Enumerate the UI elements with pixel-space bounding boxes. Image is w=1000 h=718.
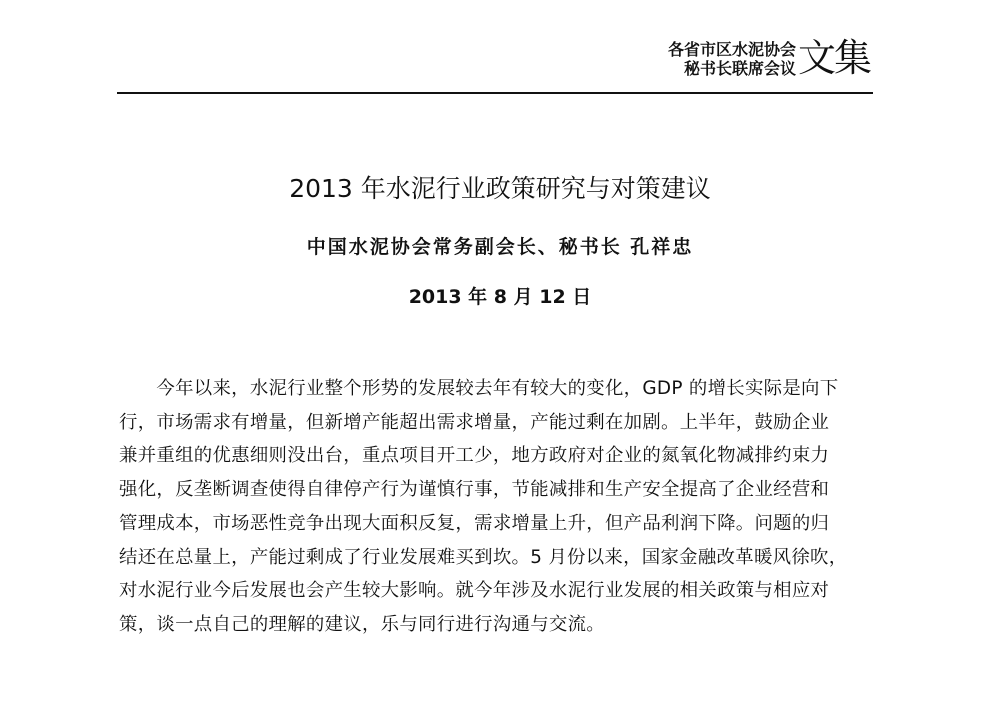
document-date: 2013 年 8 月 12 日 — [408, 286, 592, 308]
paragraph-line: 结还在总量上，产能过剩成了行业发展难买到坎。5 月份以来，国家金融改革暖风徐吹， — [119, 546, 848, 568]
paragraph-line: 策，谈一点自己的理解的建议，乐与同行进行沟通与交流。 — [119, 613, 605, 635]
header-collection-char: 文集 — [797, 36, 870, 80]
document-author: 中国水泥协会常务副会长、秘书长 孔祥忠 — [306, 236, 694, 258]
header-text — [668, 40, 796, 78]
paragraph-line: 对水泥行业今后发展也会产生较大影响。就今年涉及水泥行业发展的相关政策与相应对 — [119, 580, 830, 602]
body-paragraph — [119, 372, 895, 642]
paragraph-line: 管理成本，市场恶性竞争出现大面积反复，需求增量上升，但产品利润下降。问题的归 — [119, 512, 830, 534]
paragraph-line: 今年以来，水泥行业整个形势的发展较去年有较大的变化，GDP 的增长实际是向下 — [119, 378, 839, 399]
document-title: 2013 年水泥行业政策研究与对策建议 — [289, 174, 711, 203]
header-logo — [668, 38, 870, 78]
paragraph-line: 兼并重组的优惠细则没出台，重点项目开工少，地方政府对企业的氮氧化物减排约束力 — [119, 445, 830, 467]
header-line-2: 秘书长联席会议 — [683, 59, 796, 78]
paragraph-line: 行，市场需求有增量，但新增产能超出需求增量，产能过剩在加剧。上半年，鼓励企业 — [119, 411, 830, 433]
paragraph-line: 强化，反垄断调查使得自律停产行为谨慎行事，节能减排和生产安全提高了企业经营和 — [119, 479, 830, 501]
header-divider — [117, 92, 873, 94]
header-line-1: 各省市区水泥协会 — [667, 40, 796, 59]
